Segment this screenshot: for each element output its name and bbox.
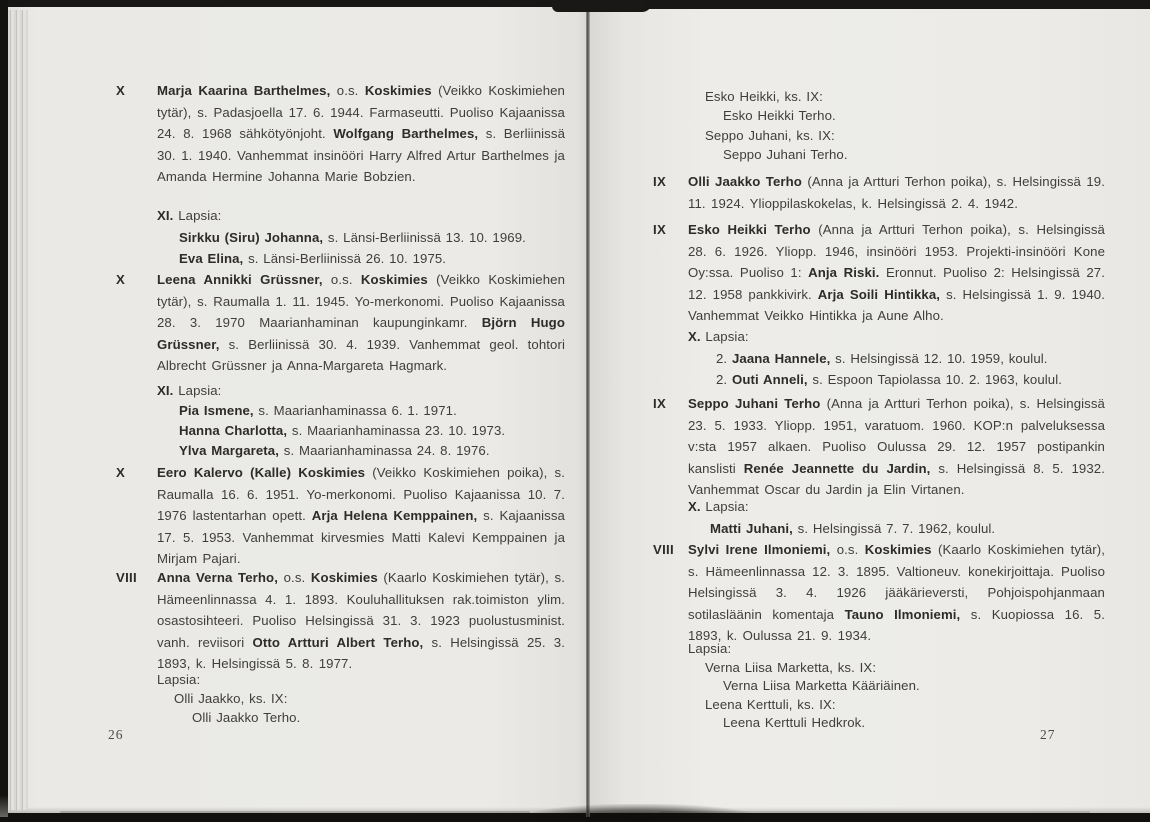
bold-name-text: Anna Verna Terho, bbox=[157, 570, 278, 585]
body-text: o.s. bbox=[322, 272, 361, 287]
generation-numeral: X bbox=[116, 272, 126, 287]
scan-left-edge bbox=[0, 0, 8, 800]
children-list bbox=[116, 205, 565, 270]
page-number-left: 26 bbox=[108, 727, 124, 742]
children-list bbox=[653, 87, 1105, 164]
children-list bbox=[653, 496, 1105, 539]
body-text: s. Helsingissä 8. 5. 1932. Vanhemmat Oscar du Jardin ja Elin Virtanen. bbox=[688, 460, 1105, 497]
bold-name-text: Arja Soili Hintikka, bbox=[817, 286, 941, 302]
bold-name-text: Ylva Margareta, bbox=[179, 443, 279, 458]
bold-name-text: Koskimies bbox=[364, 83, 432, 98]
generation-numeral: X bbox=[116, 83, 126, 98]
children-list bbox=[653, 640, 1105, 733]
bold-name-text: Sylvi Irene Ilmoniemi, bbox=[688, 542, 831, 557]
page-edge-stack bbox=[8, 10, 28, 810]
body-text: s. Berliinissä 30. 4. 1939. Vanhemmat geol. tohtori Albrecht Grüssner ja Anna-Margareta Hagmark. bbox=[157, 336, 565, 373]
children-list-line bbox=[688, 496, 1105, 518]
genealogy-entry bbox=[653, 171, 1105, 214]
body-text: Lapsia: bbox=[700, 329, 749, 344]
children-list-line bbox=[688, 126, 1105, 145]
page-bottom-edge-left bbox=[60, 811, 530, 813]
body-text: s. Helsingissä 7. 7. 1962, koulul. bbox=[792, 520, 996, 536]
body-text: Leena Kerttuli, ks. IX: bbox=[705, 696, 836, 712]
children-list-line bbox=[157, 227, 565, 249]
children-list bbox=[116, 381, 565, 461]
genealogy-entry bbox=[653, 219, 1105, 327]
page-left bbox=[8, 7, 586, 813]
entry-text bbox=[688, 171, 1105, 214]
bold-name-text: Leena Annikki Grüssner, bbox=[157, 272, 323, 287]
body-text: Verna Liisa Marketta, ks. IX: bbox=[705, 659, 877, 675]
body-text: o.s. bbox=[330, 83, 365, 98]
children-list-line bbox=[688, 659, 1105, 678]
body-text: s. Maarianhaminassa 23. 10. 1973. bbox=[287, 423, 506, 438]
children-list-line bbox=[688, 518, 1105, 540]
body-text: Lapsia: bbox=[173, 208, 222, 223]
bold-name-text: Esko Heikki Terho bbox=[688, 222, 811, 237]
body-text: s. Espoon Tapiolassa 10. 2. 1963, koulul. bbox=[807, 372, 1063, 387]
body-text: Eronnut. Puoliso 2: Helsingissä 27. 12. 1958 pankkivirk. bbox=[688, 265, 1105, 302]
children-list-line bbox=[688, 696, 1105, 715]
children-list-line bbox=[157, 381, 565, 401]
bold-name-text: XI. bbox=[157, 383, 174, 398]
entry-text bbox=[688, 393, 1105, 501]
genealogy-entry bbox=[116, 80, 565, 188]
body-text: (Kaarlo Koskimiehen tytär), s. Hämeenlinnassa 12. 3. 1895. Valtioneuv. konekirjoittaja. Puoliso Helsingissä 3. 4. 1926 jääkärieversti, Pohjoispohjanmaan sotilasläänin komentaja bbox=[688, 542, 1105, 622]
genealogy-entry bbox=[653, 539, 1105, 647]
body-text: Esko Heikki Terho. bbox=[723, 108, 836, 124]
body-text: (Veikko Koskimiehen tytär), s. Padasjoella 17. 6. 1944. Farmaseutti. Puoliso Kajaanissa 24. 8. 1968 sähkötyönjoht. bbox=[157, 83, 565, 141]
body-text: Olli Jaakko, ks. IX: bbox=[174, 691, 288, 707]
bold-name-text: Eero Kalervo (Kalle) Koskimies bbox=[157, 465, 366, 480]
body-text: s. Länsi-Berliinissä 26. 10. 1975. bbox=[243, 251, 447, 266]
children-list-line bbox=[688, 106, 1105, 125]
children-list-line bbox=[157, 205, 565, 227]
body-text: Seppo Juhani, ks. IX: bbox=[705, 127, 835, 143]
children-list-line bbox=[688, 640, 1105, 659]
body-text: o.s. bbox=[830, 542, 865, 557]
spine-bottom-shadow bbox=[520, 804, 760, 822]
children-list-line bbox=[157, 670, 565, 689]
children-list-line bbox=[688, 326, 1105, 348]
generation-numeral: VIII bbox=[653, 542, 674, 557]
bold-name-text: Marja Kaarina Barthelmes, bbox=[157, 83, 331, 98]
body-text: Lapsia: bbox=[700, 499, 749, 514]
body-text: Lapsia: bbox=[688, 641, 732, 656]
scan-top-edge-bump bbox=[552, 0, 652, 12]
scan-top-edge-right bbox=[645, 0, 1150, 9]
body-text: s. Berliinissä 30. 1. 1940. Vanhemmat insinööri Harry Alfred Artur Barthelmes ja Amanda Hermine Johanna Marie Bobzien. bbox=[157, 126, 566, 184]
body-text: (Kaarlo Koskimiehen tytär), s. Hämeenlinnassa 4. 1. 1893. Kouluhallituksen rak.toimiston ylim. osastosihteeri. Puoliso Helsingissä 31. 3. 1923 puolustusminist. vanh. reviisori bbox=[157, 570, 566, 650]
body-text: (Anna ja Artturi Terhon poika), s. Helsingissä 28. 6. 1926. Yliopp. 1946, insinööri 1953. Projekti-insinööri Kone Oy:ssa. Puoliso 1: bbox=[688, 222, 1105, 280]
generation-numeral: IX bbox=[653, 174, 667, 189]
genealogy-entry bbox=[116, 269, 565, 377]
entry-text bbox=[688, 219, 1105, 327]
genealogy-entry bbox=[653, 393, 1105, 501]
bold-name-text: Tauno Ilmoniemi, bbox=[844, 606, 961, 622]
body-text: Esko Heikki, ks. IX: bbox=[705, 89, 823, 104]
body-text: s. Helsingissä 12. 10. 1959, koulul. bbox=[830, 350, 1048, 366]
entry-text bbox=[157, 567, 565, 675]
genealogy-entry bbox=[116, 567, 565, 675]
entry-text bbox=[688, 539, 1105, 647]
bold-name-text: Koskimies bbox=[864, 542, 932, 557]
bold-name-text: Anja Riski. bbox=[808, 265, 880, 280]
generation-numeral: VIII bbox=[116, 570, 137, 585]
body-text: (Anna ja Artturi Terhon poika), s. Helsingissä 23. 5. 1933. Yliopp. 1951, varatuom. 1960. KOP:n palveluksessa v:sta 1957 alkaen. Puoliso Oulussa 29. 12. 1957 postipankin kanslisti bbox=[688, 396, 1105, 476]
body-text: Leena Kerttuli Hedkrok. bbox=[723, 715, 866, 730]
bold-name-text: Sirkku (Siru) Johanna, bbox=[179, 229, 324, 245]
bold-name-text: Renée Jeannette du Jardin, bbox=[743, 460, 931, 476]
generation-numeral: X bbox=[116, 465, 126, 480]
children-list-line bbox=[157, 401, 565, 421]
bold-name-text: X. bbox=[688, 499, 701, 514]
body-text: (Anna ja Artturi Terhon poika), s. Helsingissä 19. 11. 1924. Ylioppilaskokelas, k. Helsingissä 2. 4. 1942. bbox=[688, 174, 1106, 211]
bold-name-text: Björn Hugo Grüssner, bbox=[157, 315, 565, 352]
body-text: Lapsia: bbox=[173, 383, 222, 398]
bold-name-text: Outi Anneli, bbox=[731, 372, 808, 387]
children-list-line bbox=[688, 348, 1105, 370]
entry-text bbox=[157, 462, 565, 570]
bold-name-text: Pia Ismene, bbox=[179, 403, 254, 418]
body-text: Seppo Juhani Terho. bbox=[723, 146, 848, 162]
children-list-line bbox=[157, 708, 565, 727]
body-text: s. Kajaanissa 17. 5. 1953. Vanhemmat kirvesmies Matti Kalevi Kemppainen ja Mirjam Pajari. bbox=[157, 508, 565, 566]
children-list-line bbox=[688, 369, 1105, 391]
body-text: s. Länsi-Berliinissä 13. 10. 1969. bbox=[323, 229, 526, 245]
bold-name-text: Koskimies bbox=[310, 570, 378, 585]
generation-numeral: IX bbox=[653, 222, 667, 237]
book-gutter-shadow bbox=[586, 0, 590, 817]
children-list-line bbox=[688, 145, 1105, 164]
body-text: 2. bbox=[716, 350, 732, 366]
children-list-line bbox=[157, 689, 565, 708]
bold-name-text: Arja Helena Kemppainen, bbox=[311, 508, 478, 523]
children-list-line bbox=[157, 421, 565, 441]
body-text: Lapsia: bbox=[157, 672, 201, 687]
entry-text bbox=[157, 269, 565, 377]
children-list-line bbox=[157, 248, 565, 270]
children-list bbox=[653, 326, 1105, 391]
body-text: (Veikko Koskimiehen tytär), s. Raumalla 1. 11. 1945. Yo-merkonomi. Puoliso Kajaanissa 28. 3. 1970 Maarianhaminan kaupunginkamr. bbox=[157, 272, 566, 330]
bold-name-text: Seppo Juhani Terho bbox=[688, 396, 821, 411]
body-text: s. Maarianhaminassa 6. 1. 1971. bbox=[253, 403, 457, 418]
generation-numeral: IX bbox=[653, 396, 667, 411]
bold-name-text: Hanna Charlotta, bbox=[179, 423, 288, 438]
bold-name-text: XI. bbox=[157, 208, 174, 223]
children-list-line bbox=[157, 441, 565, 461]
page-right bbox=[590, 7, 1150, 813]
bold-name-text: Jaana Hannele, bbox=[731, 350, 831, 366]
bold-name-text: Matti Juhani, bbox=[710, 520, 793, 536]
body-text: (Veikko Koskimiehen poika), s. Raumalla 16. 6. 1951. Yo-merkonomi. Puoliso Kajaanissa 10. 7. 1976 lastentarhan opett. bbox=[157, 465, 565, 523]
bold-name-text: X. bbox=[688, 329, 701, 344]
body-text: s. Maarianhaminassa 24. 8. 1976. bbox=[279, 443, 490, 458]
bold-name-text: Wolfgang Barthelmes, bbox=[333, 126, 479, 141]
bold-name-text: Otto Artturi Albert Terho, bbox=[252, 634, 424, 650]
bold-name-text: Koskimies bbox=[360, 272, 428, 287]
body-text: s. Helsingissä 1. 9. 1940. Vanhemmat Veikko Hintikka ja Aune Alho. bbox=[688, 286, 1105, 323]
bold-name-text: Olli Jaakko Terho bbox=[688, 174, 802, 189]
body-text: s. Helsingissä 25. 3. 1893, k. Helsingissä 5. 8. 1977. bbox=[157, 634, 565, 671]
children-list-line bbox=[688, 87, 1105, 106]
body-text: Olli Jaakko Terho. bbox=[192, 710, 301, 726]
scan-left-edge-fade bbox=[0, 795, 8, 817]
entry-text bbox=[157, 80, 565, 188]
body-text: 2. bbox=[716, 372, 732, 387]
children-list-line bbox=[688, 677, 1105, 696]
genealogy-entry bbox=[116, 462, 565, 570]
page-number-right: 27 bbox=[1040, 727, 1056, 742]
body-text: Verna Liisa Marketta Kääriäinen. bbox=[723, 678, 920, 693]
body-text: o.s. bbox=[277, 570, 311, 585]
children-list bbox=[116, 670, 565, 728]
body-text: s. Kuopiossa 16. 5. 1893, k. Oulussa 21. 9. 1934. bbox=[688, 606, 1105, 643]
bold-name-text: Eva Elina, bbox=[179, 251, 244, 266]
